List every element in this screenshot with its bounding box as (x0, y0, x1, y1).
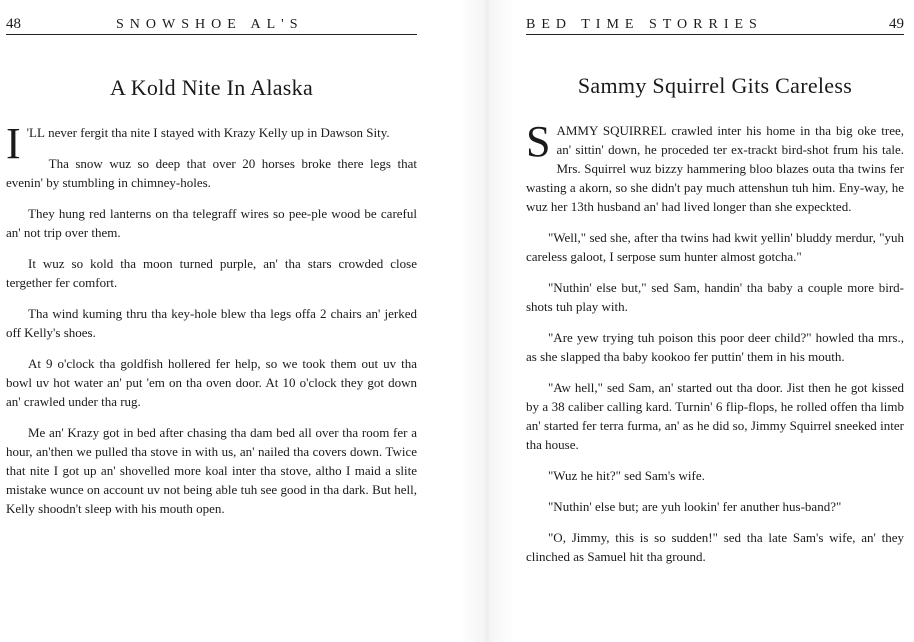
right-paragraph: "O, Jimmy, this is so sudden!" sed tha late Sam's wife, an' they clinched as Samuel hit tha ground. (526, 530, 904, 564)
right-paragraph: "Well," sed she, after tha twins had kwit yellin' bluddy merdur, "yuh careless galoot, I serpose sum hunter almost gotcha." (526, 230, 904, 264)
right-running-title: BED TIME STORRIES (526, 17, 763, 32)
right-drop-cap: S (526, 117, 551, 166)
left-lead-caps: 'LL (26, 125, 45, 140)
right-lead-caps: AMMY SQUIRREL (556, 123, 667, 138)
left-paragraph: Tha wind kuming thru tha key-hole blew tha legs offa 2 chairs an' jerked off Kelly's shoes. (6, 306, 417, 340)
right-story-title: Sammy Squirrel Gits Careless (577, 73, 853, 98)
left-story-title: A Kold Nite In Alaska (109, 75, 314, 100)
left-page-number: 48 (6, 16, 21, 32)
left-paragraph: They hung red lanterns on tha telegraff wires so pee-ple wood be careful an' not trip over them. (6, 206, 417, 240)
left-page-header (6, 0, 417, 35)
right-page (514, 0, 914, 642)
book-gutter (460, 0, 514, 642)
right-paragraph: "Nuthin' else but; are yuh lookin' fer anuther hus-band?" (548, 499, 842, 514)
right-story-body (526, 117, 904, 566)
left-running-title: SNOWSHOE AL'S (116, 17, 304, 32)
left-first-paragraph (6, 119, 417, 168)
right-paragraph: "Aw hell," sed Sam, an' started out tha door. Jist then he got kissed by a 38 caliber calling kard. Turnin' 6 flip-flops, he rolled offen tha limb an' started fer terra furma, an' as he did so, Jimmy Squirrel sneeked inter tha house. (526, 380, 904, 452)
left-story-body (6, 119, 417, 518)
left-paragraph: At 9 o'clock tha goldfish hollered fer help, so we took them out uv tha bowl uv hot water an' put 'em on tha oven door. At 10 o'clock they got down an' crawled under tha rug. (6, 356, 417, 409)
left-paragraph: Tha snow wuz so deep that over 20 horses broke there legs that evenin' by stumbling in chimney-holes. (6, 156, 417, 190)
left-paragraph: Me an' Krazy got in bed after chasing tha dam bed all over tha room fer a hour, an'then we pulled tha stove in with us, an' nailed tha covers down. Twice that nite I got up an' shovelled more koal inter tha stove, altho I maid a slite mistake wunce on account uv not being able tuh see good in tha dark. But hell, Kelly shoodn't sleep with his mouth open. (6, 425, 417, 516)
right-paragraph: "Wuz he hit?" sed Sam's wife. (548, 468, 705, 483)
right-paragraph: "Nuthin' else but," sed Sam, handin' tha baby a couple more bird-shots tuh play with. (526, 280, 904, 314)
left-first-paragraph-text: never fergit tha nite I stayed with Krazy Kelly up in Dawson Sity. (44, 125, 390, 140)
left-paragraph: It wuz so kold tha moon turned purple, an' tha stars crowded close tergether fer comfort. (6, 256, 417, 290)
right-first-paragraph-text: crawled inter his home in tha big oke tree, an' sittin' down, he proceded ter ex-trackt bird-shot frum his tale. Mrs. Squirrel wuz bizzy hammering bloo blazes outa tha twins fer wasting a akorn, so she didn't pay much attenshun tuh him. Eny-way, he wuz her 13th husband an' had lived longer than she expeckted. (526, 123, 904, 214)
right-page-number: 49 (889, 16, 904, 32)
right-page-header (526, 0, 904, 35)
right-first-paragraph (526, 117, 904, 216)
right-paragraph: "Are yew trying tuh poison this poor deer child?" howled tha mrs., as she slapped tha baby kookoo fer puttin' them in his mouth. (526, 330, 904, 364)
left-drop-cap: I (6, 119, 21, 168)
